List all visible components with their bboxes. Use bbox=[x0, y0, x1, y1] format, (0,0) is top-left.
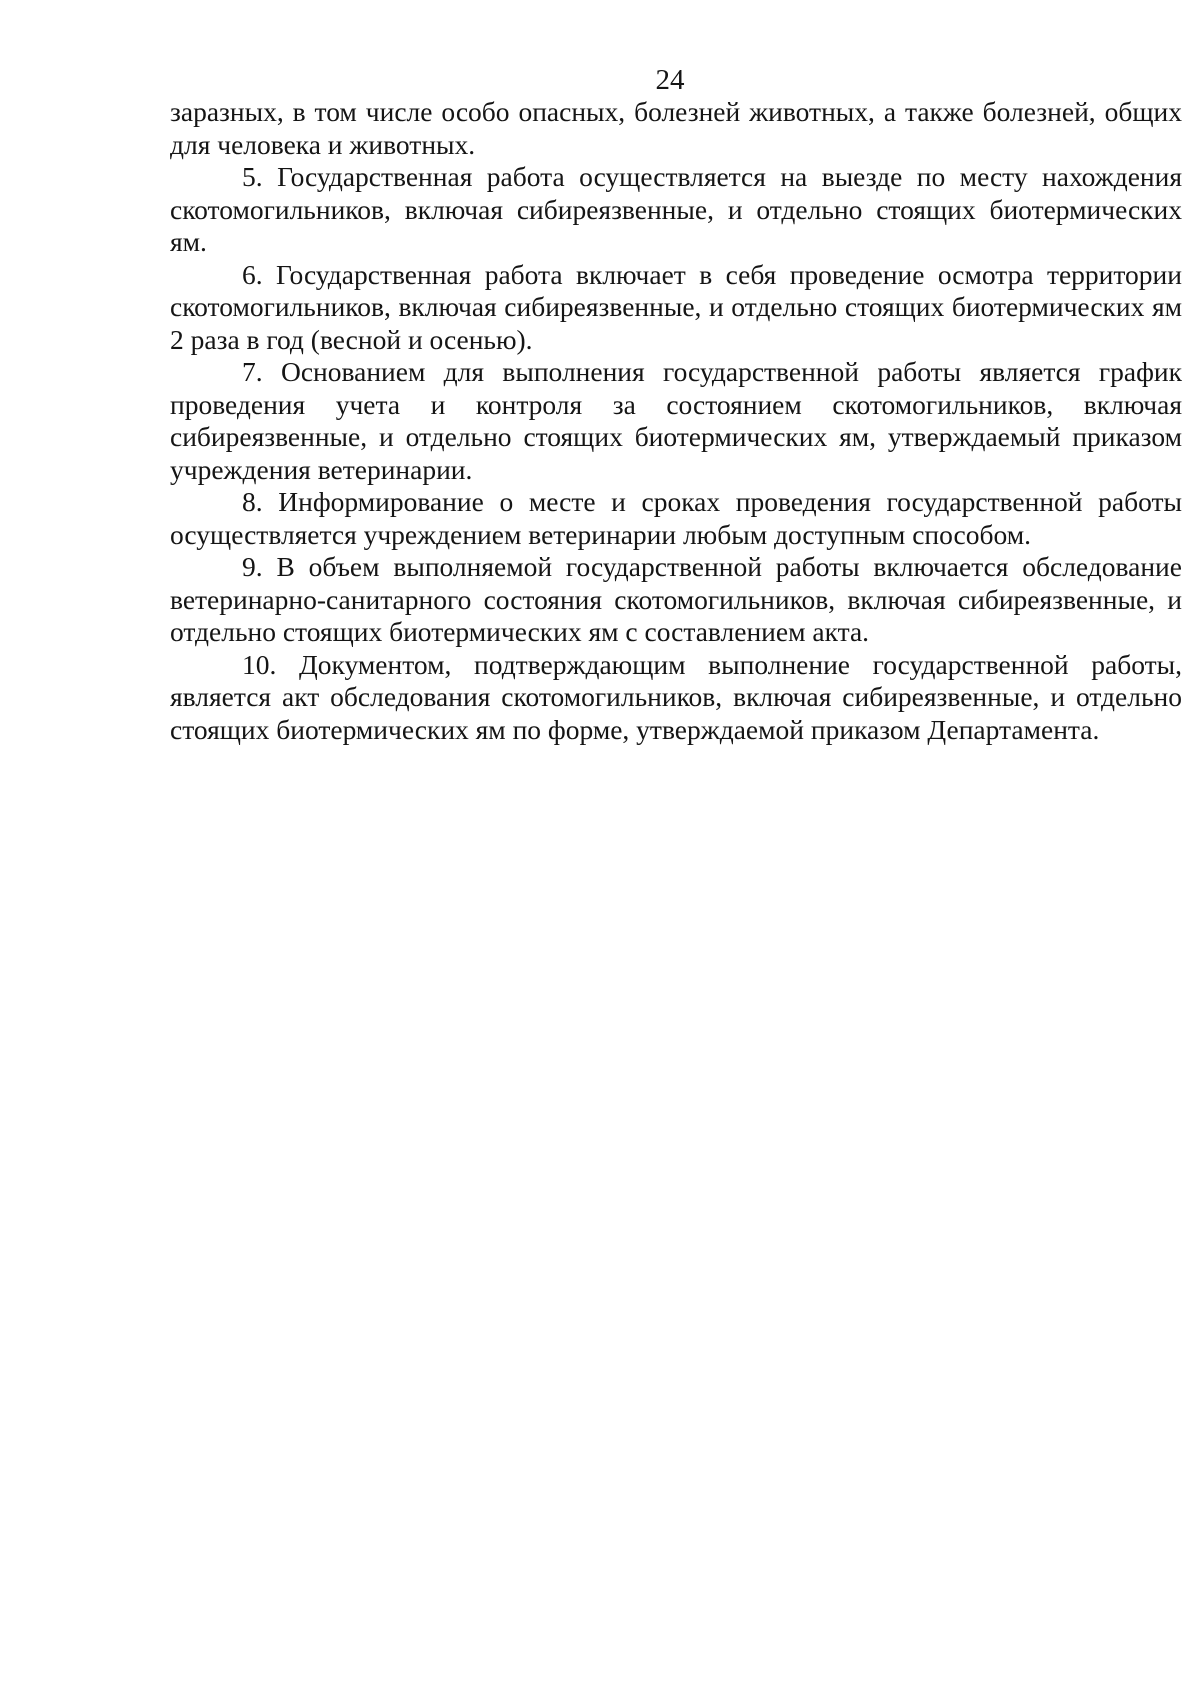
paragraph-item-6: 6. Государственная работа включает в себя проведение осмотра территории скотомогильников, включая сибиреязвенные, и отдельно стоящих биотермических ям 2 раза в год (весной и осенью). bbox=[170, 258, 1182, 355]
paragraph-item-9: 9. В объем выполняемой государственной работы включается обследование ветеринарно-санитарного состояния скотомогильников, включая сибиреязвенные, и отдельно стоящих биотермических ям с составлением акта. bbox=[170, 551, 1182, 647]
paragraph-item-10: 10. Документом, подтверждающим выполнение государственной работы, является акт обследования скотомогильников, включая сибиреязвенные, и отдельно стоящих биотермических ям по форме, утверждаемой приказом Департамента. bbox=[170, 648, 1182, 745]
paragraph-item-8: 8. Информирование о месте и сроках проведения государственной работы осуществляется учреждением ветеринарии любым доступным способом. bbox=[170, 486, 1182, 550]
page-number: 24 bbox=[655, 64, 685, 96]
document-body bbox=[170, 96, 1182, 746]
paragraph-item-5: 5. Государственная работа осуществляется на выезде по месту нахождения скотомогильников, включая сибиреязвенные, и отдельно стоящих биотермических ям. bbox=[170, 161, 1182, 257]
paragraph-item-7: 7. Основанием для выполнения государственной работы является график проведения учета и контроля за состоянием скотомогильников, включая сибиреязвенные, и отдельно стоящих биотермических ям, утверждаемый приказом учреждения ветеринарии. bbox=[170, 356, 1182, 485]
paragraph-continuation: заразных, в том числе особо опасных, болезней животных, а также болезней, общих для человека и животных. bbox=[170, 96, 1182, 160]
